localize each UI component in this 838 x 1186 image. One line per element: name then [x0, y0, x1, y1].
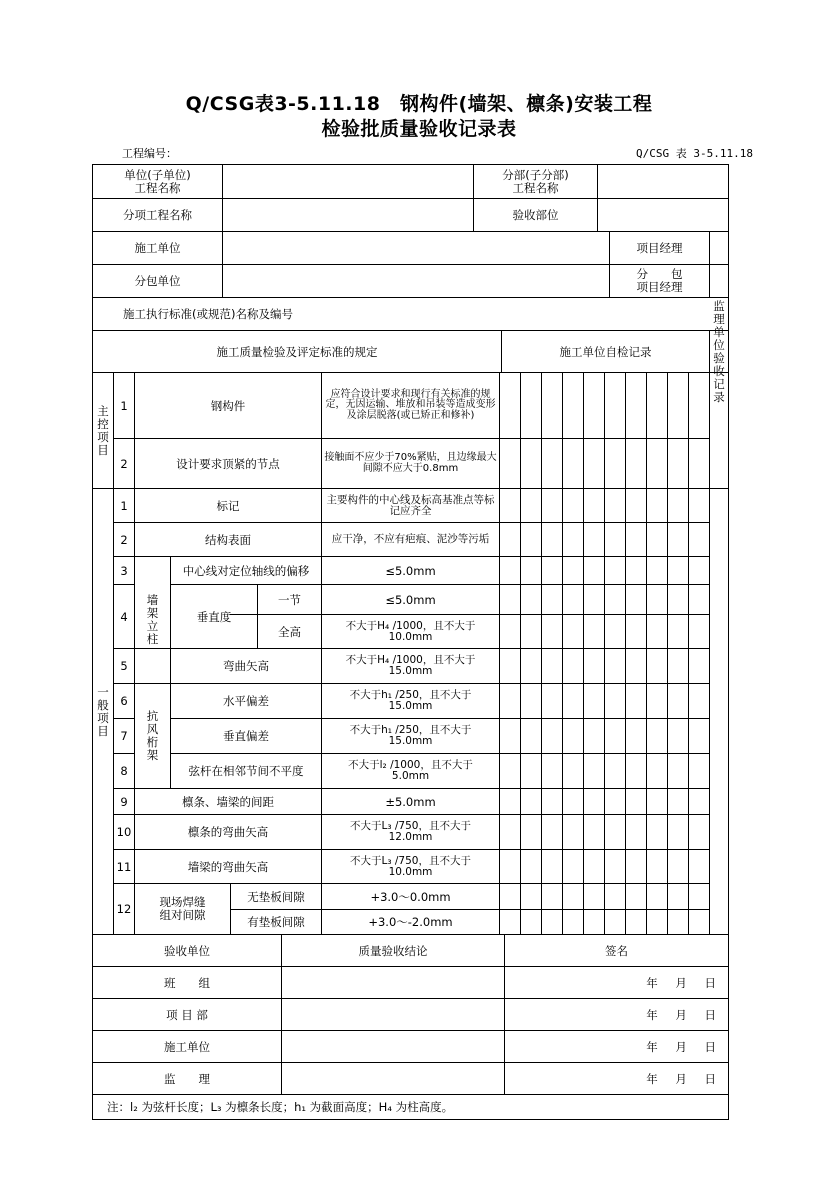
main-row-2-item: 设计要求顶紧的节点	[176, 456, 280, 471]
self-check-header: 施工单位自检记录	[559, 344, 652, 359]
sub-project-manager-field[interactable]	[710, 265, 728, 297]
gen-row-4-sub2: 全高	[278, 624, 301, 639]
gen-row-9-no: 9	[120, 794, 128, 809]
division-name-field[interactable]	[598, 165, 728, 198]
gen-row-10-item: 檩条的弯曲矢高	[187, 825, 269, 839]
acceptance-signature-header: 签名	[605, 943, 628, 958]
gen-row-8-no: 8	[120, 764, 128, 778]
acceptance-project-date[interactable]: 年 月 日	[646, 1007, 716, 1022]
gen-row-8-req: 不大于l₂ /1000，且不大于5.0mm	[348, 759, 473, 782]
acceptance-construction-conclusion[interactable]	[282, 1031, 504, 1062]
standard-label: 施工执行标准(或规范)名称及编号	[123, 307, 293, 321]
gen-row-4-req2: 不大于H₄ /1000，且不大于10.0mm	[345, 619, 476, 643]
gen-row-1-item: 标记	[216, 498, 240, 513]
gen-row-10-req: 不大于L₃ /750，且不大于12.0mm	[350, 820, 471, 843]
gen-row-2-req: 应干净，不应有疤痕、泥沙等污垢	[331, 533, 490, 545]
footnote: 注：l₂ 为弦杆长度；L₃ 为檩条长度；h₁ 为截面高度；H₄ 为柱高度。	[107, 1100, 454, 1114]
gen-row-12-req2: +3.0～-2.0mm	[368, 915, 453, 929]
acceptance-construction-date[interactable]: 年 月 日	[646, 1039, 716, 1054]
construction-unit-field[interactable]	[223, 232, 609, 264]
gen-row-2-item: 结构表面	[205, 532, 251, 547]
gen-row-12-sub2: 有垫板间隙	[247, 915, 305, 929]
gen-row-3-no: 3	[120, 563, 128, 578]
acceptance-row-construction: 施工单位	[164, 1039, 210, 1054]
main-row-1-no: 1	[120, 398, 128, 413]
gen-row-3-item: 中心线对定位轴线的偏移	[182, 563, 310, 578]
gen-row-3-req: ≤5.0mm	[385, 563, 436, 578]
form-title: Q/CSG表3-5.11.18 钢构件(墙架、檩条)安装工程	[185, 93, 653, 115]
subitem-name-field[interactable]	[223, 199, 473, 231]
gen-row-1-req: 主要构件的中心线及标高基准点等标记应齐全	[326, 493, 495, 517]
gen-row-12-sub1: 无垫板间隙	[247, 889, 305, 904]
gen-row-11-no: 11	[116, 859, 132, 874]
form-subtitle: 检验批质量验收记录表	[321, 118, 517, 140]
wall-column-label: 墙 架 立 柱	[146, 593, 159, 646]
gen-row-12-no: 12	[116, 902, 132, 916]
spec-header: 施工质量检验及评定标准的规定	[216, 344, 378, 359]
unit-name-field[interactable]	[223, 165, 473, 198]
project-manager-label: 项目经理	[636, 241, 683, 255]
division-name-label: 分部(子分部) 工程名称	[502, 167, 569, 195]
acceptance-project-conclusion[interactable]	[282, 999, 504, 1030]
gen-row-4-sub1: 一节	[278, 592, 301, 607]
gen-row-9-req: ±5.0mm	[385, 794, 436, 809]
gen-row-11-item: 墙梁的弯曲矢高	[187, 859, 269, 874]
main-row-2-no: 2	[120, 456, 128, 471]
gen-row-4-req1: ≤5.0mm	[385, 592, 436, 607]
gen-row-4-item: 垂直度	[196, 609, 232, 624]
gen-row-5-no: 5	[120, 659, 128, 673]
acceptance-supervision-conclusion[interactable]	[282, 1063, 504, 1094]
gen-row-1-no: 1	[120, 498, 128, 513]
gen-row-10-no: 10	[116, 825, 132, 839]
acceptance-team-conclusion[interactable]	[282, 967, 504, 998]
subcontract-unit-label: 分包单位	[134, 274, 181, 288]
main-row-2-req: 接触面不应少于70%紧贴，且边缘最大间隙不应大于0.8mm	[324, 452, 497, 474]
gen-row-7-req: 不大于h₁ /250，且不大于15.0mm	[349, 724, 472, 747]
project-manager-field[interactable]	[710, 232, 728, 264]
gen-row-6-req: 不大于h₁ /250，且不大于15.0mm	[349, 689, 472, 712]
gen-row-2-no: 2	[120, 532, 128, 547]
gen-row-5-req: 不大于H₄ /1000，且不大于15.0mm	[345, 654, 476, 677]
acceptance-part-label: 验收部位	[512, 208, 559, 222]
gen-row-12-item: 现场焊缝 组对间隙	[159, 895, 206, 922]
gen-row-4-no: 4	[120, 609, 128, 624]
acceptance-conclusion-header: 质量验收结论	[358, 943, 428, 958]
gen-row-7-no: 7	[120, 729, 128, 743]
gen-row-7-item: 垂直偏差	[223, 729, 269, 743]
gen-row-5-item: 弯曲矢高	[223, 659, 269, 673]
acceptance-part-field[interactable]	[598, 199, 728, 231]
acceptance-row-supervision: 监 理	[164, 1071, 210, 1086]
unit-name-label: 单位(子单位) 工程名称	[124, 167, 191, 195]
main-row-1-item: 钢构件	[210, 398, 246, 413]
general-label: 一 般 项 目	[97, 684, 109, 738]
acceptance-unit-header: 验收单位	[164, 943, 210, 958]
acceptance-supervision-date[interactable]: 年 月 日	[646, 1071, 716, 1086]
acceptance-team-date[interactable]: 年 月 日	[646, 975, 716, 990]
project-no-label: 工程编号：	[122, 147, 177, 160]
wind-truss-label: 抗 风 桁 架	[146, 709, 159, 762]
main-control-label: 主 控 项 目	[97, 403, 109, 457]
gen-row-9-item: 檩条、墙梁的间距	[182, 794, 274, 809]
gen-row-11-req: 不大于L₃ /750，且不大于10.0mm	[350, 854, 471, 878]
supervision-header: 监理单位 验收记录	[713, 298, 725, 404]
gen-row-12-req1: +3.0～0.0mm	[370, 889, 451, 904]
gen-row-6-item: 水平偏差	[223, 694, 269, 708]
main-row-1-req: 应符合设计要求和现行有关标准的规定，无因运输、堆放和吊装等造成变形及涂层脱落(或已矫正和修补)	[325, 388, 496, 421]
sub-project-manager-label: 分 包 项目经理	[636, 267, 683, 294]
subitem-name-label: 分项工程名称	[123, 208, 192, 222]
form-code: Q/CSG 表 3-5.11.18	[636, 147, 753, 160]
acceptance-row-team: 班 组	[164, 975, 210, 990]
construction-unit-label: 施工单位	[134, 241, 181, 255]
subcontract-unit-field[interactable]	[223, 265, 609, 297]
acceptance-row-project: 项 目 部	[166, 1007, 208, 1022]
gen-row-6-no: 6	[120, 694, 128, 708]
gen-row-8-item: 弦杆在相邻节间不平度	[188, 764, 304, 778]
